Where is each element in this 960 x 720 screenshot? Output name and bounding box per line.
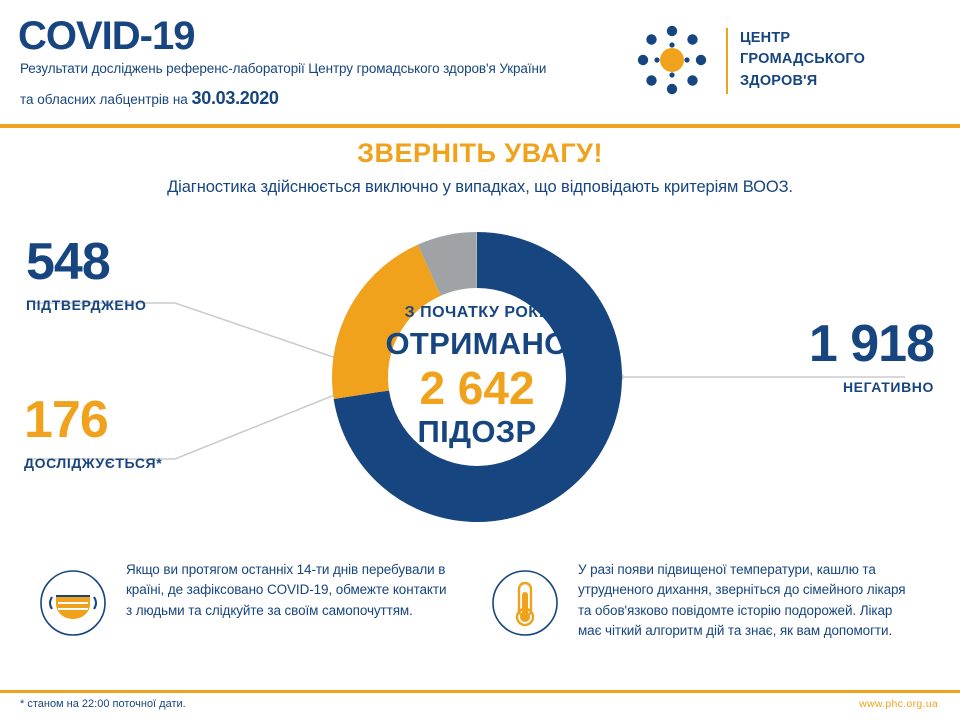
stat-confirmed bbox=[26, 233, 147, 313]
donut-center-line2: ОТРИМАНО bbox=[385, 325, 569, 361]
page-title: COVID-19 bbox=[18, 14, 195, 58]
logo-text-line2: ГРОМАДСЬКОГО bbox=[740, 51, 866, 68]
stat-confirmed-value: 548 bbox=[26, 233, 110, 291]
header-divider bbox=[0, 124, 960, 128]
logo-text-line3: ЗДОРОВ'Я bbox=[740, 72, 818, 89]
report-date: 30.03.2020 bbox=[191, 88, 279, 108]
advice-item bbox=[492, 560, 912, 670]
logo-text-line1: ЦЕНТР bbox=[740, 30, 791, 46]
donut-center-total: 2 642 bbox=[419, 361, 535, 414]
thermometer-icon bbox=[492, 570, 558, 636]
attention-block bbox=[0, 138, 960, 197]
donut-center-label bbox=[332, 232, 622, 522]
advice-text: Якщо ви протягом останніх 14-ти днів перебували в країні, де зафіксовано COVID-19, обмежте контакти з людьми та слідкуйте за своїм самопочуттям. bbox=[126, 562, 447, 618]
organization-logo bbox=[634, 22, 934, 102]
stat-investigated-value: 176 bbox=[24, 391, 108, 449]
stat-confirmed-label: ПІДТВЕРДЖЕНО bbox=[26, 297, 147, 313]
stat-investigated-label: ДОСЛІДЖУЄТЬСЯ* bbox=[24, 455, 163, 471]
donut-center-line1: З ПОЧАТКУ РОКУ bbox=[404, 303, 550, 321]
footnote: * станом на 22:00 поточної дати. bbox=[20, 698, 186, 710]
donut-chart bbox=[332, 232, 622, 522]
attention-text: Діагностика здійснюється виключно у випадках, що відповідають критеріям ВООЗ. bbox=[167, 178, 793, 196]
phc-logo-icon bbox=[634, 22, 710, 98]
face-mask-icon bbox=[40, 570, 106, 636]
stat-negative-label: НЕГАТИВНО bbox=[842, 379, 934, 395]
footer-url[interactable]: www.phc.org.ua bbox=[859, 698, 938, 710]
donut-center-line4: ПІДОЗР bbox=[417, 414, 537, 450]
advice-section bbox=[0, 560, 960, 680]
footer-divider bbox=[0, 690, 960, 693]
header bbox=[0, 0, 960, 124]
stat-negative bbox=[808, 315, 934, 395]
header-subtitle-line2 bbox=[20, 88, 279, 109]
attention-title: ЗВЕРНІТЬ УВАГУ! bbox=[357, 138, 603, 168]
logo-divider bbox=[726, 28, 728, 94]
header-subtitle-line1: Результати досліджень референс-лабораторії Центру громадського здоров'я України bbox=[20, 61, 547, 76]
stat-investigated bbox=[24, 391, 163, 471]
header-subtitle-prefix: та обласних лабцентрів на bbox=[20, 92, 192, 107]
advice-item bbox=[40, 560, 460, 670]
advice-text: У разі появи підвищеної температури, кашлю та утрудненого дихання, зверніться до сімейного лікаря та обов'язково повідомте історію подорожей. Лікар має чіткий алгоритм дій та знає, як вам допомогти. bbox=[578, 562, 906, 638]
stat-negative-value: 1 918 bbox=[808, 315, 934, 373]
logo-text bbox=[740, 28, 865, 92]
